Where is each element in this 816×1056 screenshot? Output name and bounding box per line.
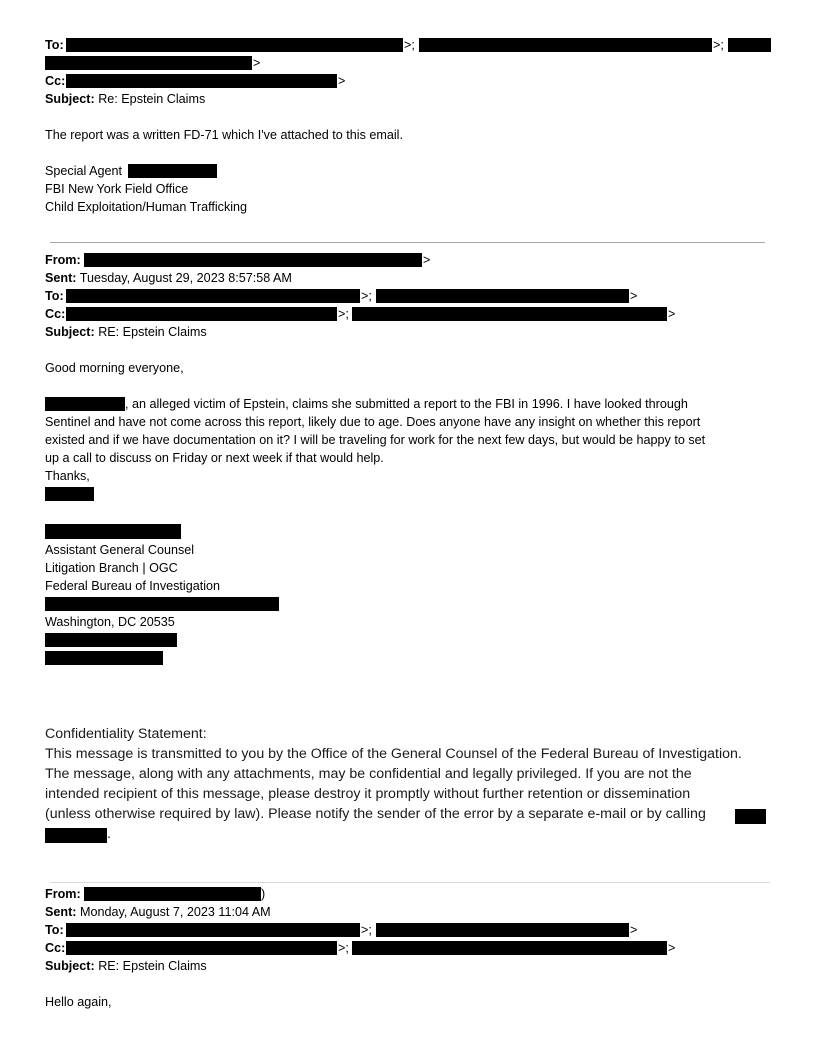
redaction (419, 38, 712, 52)
email2-sig-org: Federal Bureau of Investigation (45, 579, 221, 593)
separator: > (423, 253, 431, 267)
redaction (352, 941, 667, 955)
email3-cc-label: Cc: (45, 941, 66, 955)
redaction (45, 487, 94, 501)
email1-sig-title: Special Agent (45, 164, 123, 178)
email1-sig-unit: Child Exploitation/Human Trafficking (45, 200, 248, 214)
separator: >; (404, 38, 415, 52)
separator: > (630, 923, 638, 937)
separator: > (338, 74, 346, 88)
separator: ) (261, 887, 266, 901)
separator: >; (361, 289, 372, 303)
redaction (128, 164, 217, 178)
redaction (66, 923, 360, 937)
email3-subject: Subject: RE: Epstein Claims (45, 959, 207, 973)
email2-body-line: , an alleged victim of Epstein, claims she submitted a report to the FBI in 1996. I have looked through (125, 397, 688, 411)
redaction (84, 253, 422, 267)
email2-body-line: existed and if we have documentation on it? I will be traveling for work for the next few days, but would be happy to set (45, 433, 706, 447)
separator: >; (338, 307, 349, 321)
redaction (45, 651, 163, 665)
email2-from-label: From: (45, 253, 81, 267)
divider (50, 242, 765, 243)
redaction (728, 38, 771, 52)
divider (50, 882, 770, 883)
email2-sig-branch: Litigation Branch | OGC (45, 561, 178, 575)
email2-sig-title: Assistant General Counsel (45, 543, 195, 557)
redaction (352, 307, 667, 321)
redaction (66, 289, 360, 303)
redaction (45, 633, 177, 647)
email2-body-line: up a call to discuss on Friday or next week if that would help. (45, 451, 384, 465)
email2-subject: Subject: RE: Epstein Claims (45, 325, 207, 339)
redaction (84, 887, 261, 901)
redaction (45, 828, 107, 843)
redaction (45, 597, 279, 611)
confidentiality-end: . (107, 826, 111, 842)
email2-body-line: Sentinel and have not come across this report, likely due to age. Does anyone have any insight on whether this report (45, 415, 701, 429)
redaction (735, 809, 766, 824)
confidentiality-line: (unless otherwise required by law). Please notify the sender of the error by a separate e-mail or by calling (45, 806, 706, 822)
confidentiality-line: This message is transmitted to you by the Office of the General Counsel of the Federal Bureau of Investigation. (45, 746, 742, 762)
email3-from-label: From: (45, 887, 81, 901)
email1-to-label: To: (45, 38, 64, 52)
email2-thanks: Thanks, (45, 469, 90, 483)
email1-sig-office: FBI New York Field Office (45, 182, 189, 196)
redaction (45, 397, 125, 411)
confidentiality-heading: Confidentiality Statement: (45, 726, 207, 742)
email2-sig-city: Washington, DC 20535 (45, 615, 175, 629)
redaction (66, 74, 337, 88)
email1-body: The report was a written FD-71 which I've attached to this email. (45, 128, 403, 142)
email1-cc-label: Cc: (45, 74, 66, 88)
separator: > (668, 941, 676, 955)
redaction (66, 307, 337, 321)
separator: > (668, 307, 676, 321)
email2-sent: Sent: Tuesday, August 29, 2023 8:57:58 AM (45, 271, 292, 285)
separator: >; (361, 923, 372, 937)
email3-sent: Sent: Monday, August 7, 2023 11:04 AM (45, 905, 271, 919)
redaction (376, 923, 629, 937)
redaction (45, 524, 181, 539)
email2-to-label: To: (45, 289, 64, 303)
email3-to-label: To: (45, 923, 64, 937)
separator: >; (338, 941, 349, 955)
separator: >; (713, 38, 724, 52)
email3-greeting: Hello again, (45, 995, 112, 1009)
email2-greeting: Good morning everyone, (45, 361, 184, 375)
redaction (66, 941, 337, 955)
confidentiality-line: intended recipient of this message, please destroy it promptly without further retention or dissemination (45, 786, 691, 802)
email1-subject: Subject: Re: Epstein Claims (45, 92, 206, 106)
confidentiality-line: The message, along with any attachments, may be confidential and legally privileged. If you are not the (45, 766, 692, 782)
redaction (376, 289, 629, 303)
redaction (66, 38, 403, 52)
separator: > (630, 289, 638, 303)
separator: > (253, 56, 261, 70)
redaction (45, 56, 252, 70)
email2-cc-label: Cc: (45, 307, 66, 321)
